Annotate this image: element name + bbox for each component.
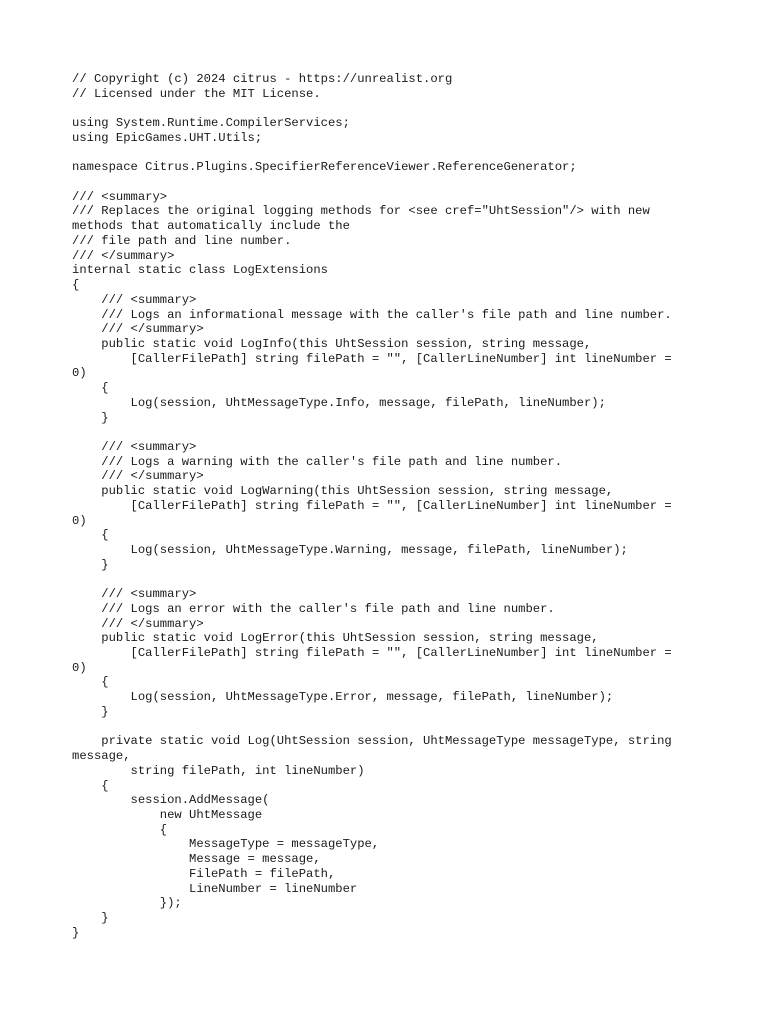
code-line: public static void LogInfo(this UhtSession session, string message, [72,336,592,351]
code-line: Log(session, UhtMessageType.Error, message, filePath, lineNumber); [72,690,614,705]
code-line [72,572,702,587]
code-line: LineNumber = lineNumber [72,881,358,896]
code-line: public static void LogError(this UhtSession session, string message, [72,631,599,646]
code-line: } [72,925,80,940]
code-line: /// <summary> [72,189,168,204]
code-line: } [72,410,109,425]
code-line: [CallerFilePath] string filePath = "", [CallerLineNumber] int lineNumber = [72,351,672,366]
code-line: [CallerFilePath] string filePath = "", [CallerLineNumber] int lineNumber = [72,498,672,513]
code-line: { [72,675,109,690]
code-line [72,720,702,735]
code-line: { [72,381,109,396]
code-line: using System.Runtime.CompilerServices; [72,116,350,131]
code-line: Log(session, UhtMessageType.Warning, message, filePath, lineNumber); [72,543,628,557]
code-line: /// <summary> [72,292,197,307]
code-line: } [72,704,109,719]
code-line: namespace Citrus.Plugins.SpecifierReferenceViewer.ReferenceGenerator; [72,160,577,175]
code-line: /// </summary> [72,616,204,631]
code-line: MessageType = messageType, [72,837,380,852]
code-line: /// Logs a warning with the caller's file path and line number. [72,454,563,469]
code-line: /// <summary> [72,439,197,454]
code-listing [72,72,702,940]
code-line: public static void LogWarning(this UhtSession session, string message, [72,484,614,499]
code-line: { [72,778,109,793]
code-line: /// </summary> [72,469,204,484]
code-line: /// <summary> [72,587,197,602]
code-line: 0) [72,366,87,381]
code-line: /// </summary> [72,322,204,337]
code-line: using EpicGames.UHT.Utils; [72,130,263,145]
code-line: session.AddMessage( [72,793,270,808]
code-line: methods that automatically include the [72,219,350,234]
code-line: } [72,910,109,925]
code-line: internal static class LogExtensions [72,263,328,278]
code-line: // Copyright (c) 2024 citrus - https://unrealist.org [72,72,453,86]
code-line: /// </summary> [72,248,175,263]
code-line: 0) [72,660,87,675]
code-line: { [72,822,168,837]
code-line [72,425,702,440]
code-line [72,175,702,190]
code-line: 0) [72,513,87,528]
code-line: /// Logs an error with the caller's file path and line number. [72,601,555,616]
code-line: /// Logs an informational message with the caller's file path and line number. [72,307,672,322]
code-line: { [72,528,109,543]
code-line: } [72,557,109,572]
code-line: FilePath = filePath, [72,866,336,881]
code-line: /// file path and line number. [72,233,292,248]
code-line: // Licensed under the MIT License. [72,86,321,101]
code-line: message, [72,749,131,764]
code-line [72,146,702,161]
code-line: { [72,278,80,293]
code-line [72,101,702,116]
code-line: Message = message, [72,852,321,867]
code-line: string filePath, int lineNumber) [72,763,365,778]
code-line: private static void Log(UhtSession session, UhtMessageType messageType, string [72,734,672,749]
code-line: new UhtMessage [72,807,263,822]
code-line: Log(session, UhtMessageType.Info, message, filePath, lineNumber); [72,395,606,410]
code-line: [CallerFilePath] string filePath = "", [CallerLineNumber] int lineNumber = [72,646,672,661]
code-line: }); [72,896,182,911]
code-line: /// Replaces the original logging methods for <see cref="UhtSession"/> with new [72,204,650,219]
